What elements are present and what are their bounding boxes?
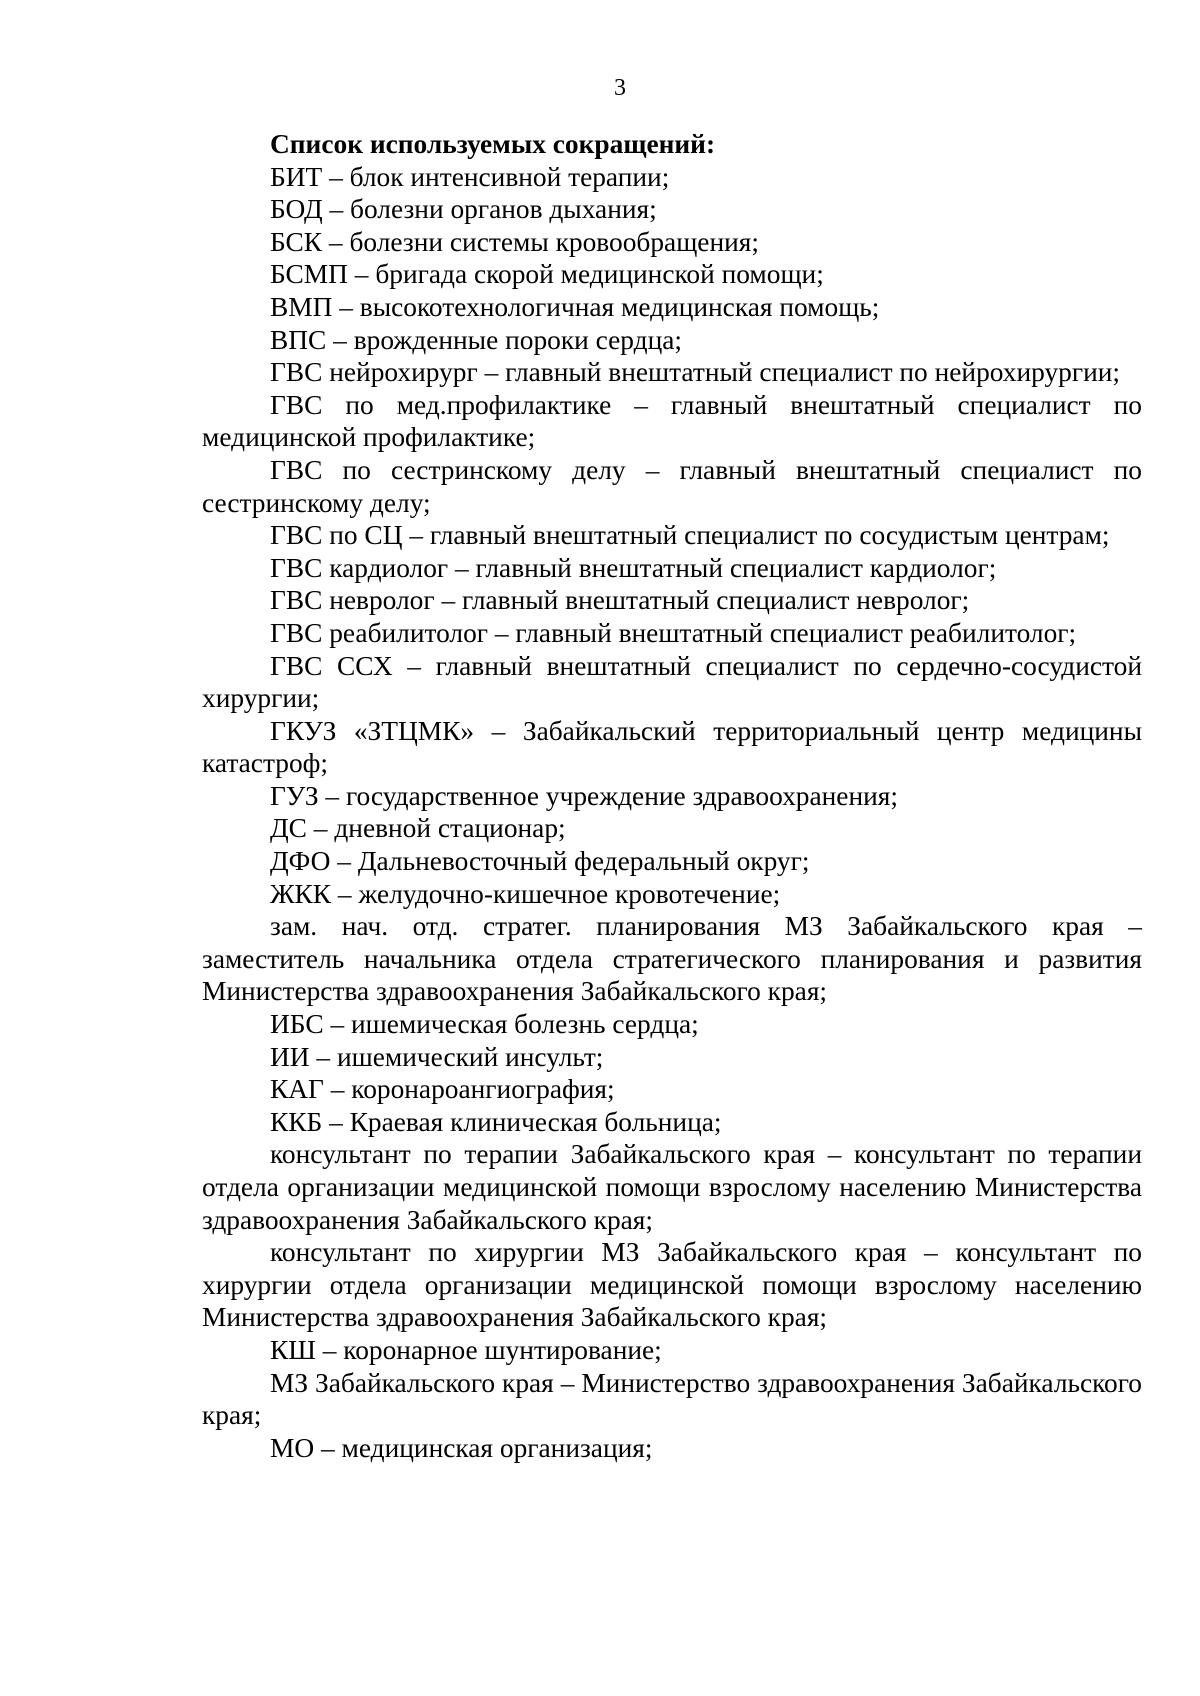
- abbreviation-entry: БИТ – блок интенсивной терапии;: [270, 161, 670, 192]
- abbreviation-entry: ГВС ССХ – главный внештатный специалист по сердечно-сосудистой хирургии;: [202, 650, 1142, 714]
- abbreviation-entry: ГУЗ – государственное учреждение здравоохранения;: [270, 780, 898, 811]
- abbreviation-entry: ВПС – врожденные пороки сердца;: [270, 324, 682, 355]
- abbreviation-entry: БСМП – бригада скорой медицинской помощи;: [270, 259, 824, 290]
- abbreviation-entry: ВМП – высокотехнологичная медицинская помощь;: [270, 291, 880, 322]
- abbreviation-entry: консультант по хирургии МЗ Забайкальского края – консультант по хирургии отдела организации медицинской помощи взрослому населению Министерства здравоохранения Забайкальского края;: [202, 1237, 1142, 1333]
- abbreviation-entry: БСК – болезни системы кровообращения;: [270, 226, 759, 257]
- abbreviation-entry: ГВС нейрохирург – главный внештатный специалист по нейрохирургии;: [270, 357, 1121, 388]
- abbreviation-entry: ККБ – Краевая клиническая больница;: [270, 1106, 722, 1137]
- abbreviation-entry: ИБС – ишемическая болезнь сердца;: [270, 1009, 699, 1040]
- abbreviation-entry: ГВС реабилитолог – главный внештатный специалист реабилитолог;: [270, 617, 1077, 648]
- abbreviation-entry: ЖКК – желудочно-кишечное кровотечение;: [270, 878, 781, 909]
- abbreviation-list: [202, 161, 1142, 1465]
- abbreviation-entry: ДС – дневной стационар;: [270, 813, 566, 844]
- abbreviation-entry: ГВС по СЦ – главный внештатный специалист по сосудистым центрам;: [270, 520, 1110, 551]
- abbreviation-entry: ГВС по сестринскому делу – главный внештатный специалист по сестринскому делу;: [202, 454, 1142, 518]
- abbreviation-entry: ДФО – Дальневосточный федеральный округ;: [270, 846, 810, 877]
- abbreviation-entry: МЗ Забайкальского края – Министерство здравоохранения Забайкальского края;: [202, 1367, 1142, 1431]
- abbreviation-entry: консультант по терапии Забайкальского края – консультант по терапии отдела организации медицинской помощи взрослому населению Министерства здравоохранения Забайкальского края;: [202, 1139, 1142, 1235]
- abbreviation-entry: ГВС невролог – главный внештатный специалист невролог;: [270, 585, 970, 616]
- abbreviation-entry: БОД – болезни органов дыхания;: [270, 194, 657, 225]
- page-number: 3: [614, 75, 626, 101]
- abbreviation-entry: КАГ – коронароангиография;: [270, 1074, 615, 1105]
- abbreviation-entry: ИИ – ишемический инсульт;: [270, 1041, 604, 1072]
- abbreviations-section: [202, 128, 1142, 1464]
- abbreviation-entry: КШ – коронарное шунтирование;: [270, 1334, 662, 1365]
- section-heading: Список используемых сокращений:: [270, 129, 716, 159]
- abbreviation-entry: МО – медицинская организация;: [270, 1432, 653, 1463]
- abbreviation-entry: ГКУЗ «ЗТЦМК» – Забайкальский территориальный центр медицины катастроф;: [202, 715, 1142, 779]
- abbreviation-entry: ГВС кардиолог – главный внештатный специалист кардиолог;: [270, 552, 997, 583]
- abbreviation-entry: ГВС по мед.профилактике – главный внештатный специалист по медицинской профилактике;: [202, 389, 1142, 453]
- abbreviation-entry: зам. нач. отд. стратег. планирования МЗ Забайкальского края – заместитель начальника отдела стратегического планирования и развития Министерства здравоохранения Забайкальского края;: [202, 911, 1142, 1007]
